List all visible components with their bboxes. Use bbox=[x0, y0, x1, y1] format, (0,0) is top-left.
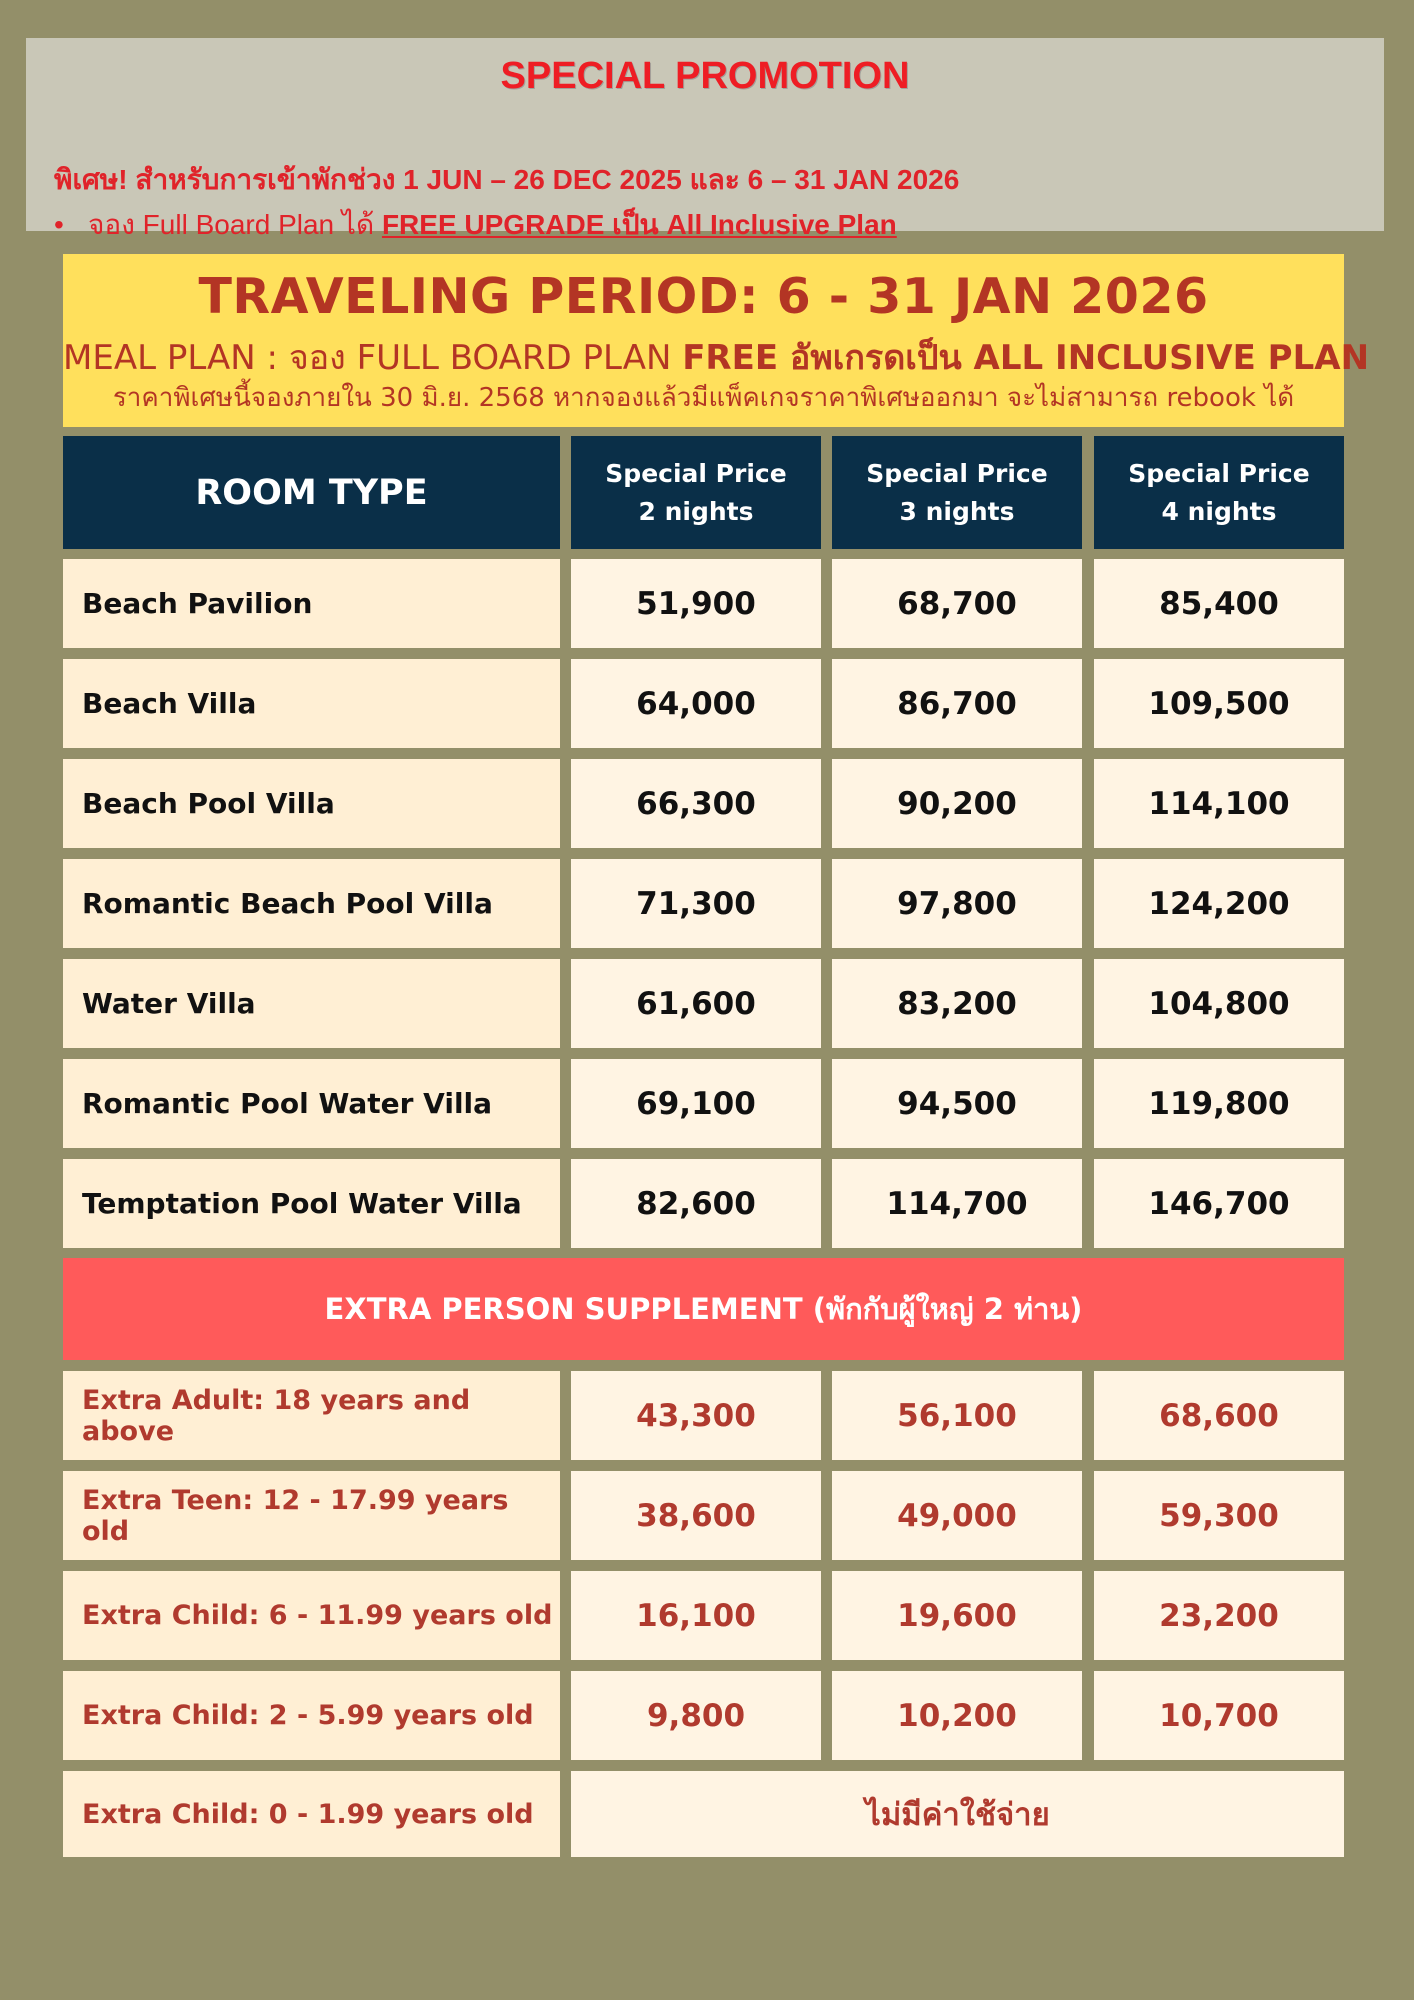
extra-infant-name: Extra Child: 0 - 1.99 years old bbox=[63, 1771, 560, 1857]
room-row-price-4-nights: 114,100 bbox=[1094, 759, 1344, 848]
room-row-price-4-nights: 146,700 bbox=[1094, 1159, 1344, 1248]
extra-row-name: Extra Child: 2 - 5.99 years old bbox=[63, 1671, 560, 1760]
extra-infant-free: ไม่มีค่าใช้จ่าย bbox=[571, 1771, 1344, 1857]
promotion-bullet-highlight: FREE UPGRADE เป็น All Inclusive Plan bbox=[381, 209, 897, 240]
period-title: TRAVELING PERIOD: 6 - 31 JAN 2026 bbox=[198, 268, 1209, 325]
room-row-price-3-nights: 114,700 bbox=[832, 1159, 1082, 1248]
room-row-name: Romantic Beach Pool Villa bbox=[63, 859, 560, 948]
meal-plan-bold: FREE อัพเกรดเป็น ALL INCLUSIVE PLAN bbox=[682, 338, 1370, 378]
extra-row-name: Extra Child: 6 - 11.99 years old bbox=[63, 1571, 560, 1660]
bullet-icon: • bbox=[54, 209, 64, 240]
extra-row-price-4-nights: 23,200 bbox=[1094, 1571, 1344, 1660]
header-nights-label: 4 nights bbox=[1161, 496, 1277, 526]
room-row-name: Beach Pool Villa bbox=[63, 759, 560, 848]
header-nights-label: 3 nights bbox=[899, 496, 1015, 526]
room-row-price-4-nights: 119,800 bbox=[1094, 1059, 1344, 1148]
extra-row-price-3-nights: 19,600 bbox=[832, 1571, 1082, 1660]
room-row-price-3-nights: 94,500 bbox=[832, 1059, 1082, 1148]
promotion-box bbox=[26, 38, 1384, 240]
extra-row-price-2-nights: 16,100 bbox=[571, 1571, 821, 1660]
promotion-dates: พิเศษ! สำหรับการเข้าพักช่วง 1 JUN – 26 DEC 2025 และ 6 – 31 JAN 2026 bbox=[54, 164, 960, 195]
promotion-title: SPECIAL PROMOTION bbox=[500, 55, 910, 97]
room-row-price-4-nights: 85,400 bbox=[1094, 559, 1344, 648]
room-row-price-4-nights: 104,800 bbox=[1094, 959, 1344, 1048]
traveling-period-box bbox=[63, 254, 1370, 427]
extra-row-name: Extra Teen: 12 - 17.99 years old bbox=[63, 1471, 560, 1560]
room-row-price-2-nights: 51,900 bbox=[571, 559, 821, 648]
room-row-price-2-nights: 71,300 bbox=[571, 859, 821, 948]
extra-row-price-4-nights: 10,700 bbox=[1094, 1671, 1344, 1760]
header-price-label: Special Price bbox=[605, 458, 787, 488]
room-row-price-2-nights: 69,100 bbox=[571, 1059, 821, 1148]
room-row-name: Romantic Pool Water Villa bbox=[63, 1059, 560, 1148]
extra-row-price-3-nights: 49,000 bbox=[832, 1471, 1082, 1560]
extra-row-price-2-nights: 43,300 bbox=[571, 1371, 821, 1460]
room-row-price-2-nights: 61,600 bbox=[571, 959, 821, 1048]
extra-person-banner: EXTRA PERSON SUPPLEMENT (พักกับผู้ใหญ่ 2 ท่าน) bbox=[63, 1258, 1344, 1360]
room-row-name: Beach Villa bbox=[63, 659, 560, 748]
room-row-name: Temptation Pool Water Villa bbox=[63, 1159, 560, 1248]
room-row-name: Beach Pavilion bbox=[63, 559, 560, 648]
promotion-bullet-prefix: จอง Full Board Plan ได้ bbox=[88, 209, 382, 240]
extra-row-price-4-nights: 59,300 bbox=[1094, 1471, 1344, 1560]
room-row-price-2-nights: 66,300 bbox=[571, 759, 821, 848]
room-row-price-3-nights: 68,700 bbox=[832, 559, 1082, 648]
extra-row-price-2-nights: 9,800 bbox=[571, 1671, 821, 1760]
promotion-bullet bbox=[54, 203, 897, 247]
header-price-label: Special Price bbox=[1128, 458, 1310, 488]
header-price-3-nights bbox=[832, 436, 1082, 549]
room-row-price-3-nights: 90,200 bbox=[832, 759, 1082, 848]
room-row-price-4-nights: 109,500 bbox=[1094, 659, 1344, 748]
header-price-label: Special Price bbox=[866, 458, 1048, 488]
room-row-price-4-nights: 124,200 bbox=[1094, 859, 1344, 948]
extra-row-price-2-nights: 38,600 bbox=[571, 1471, 821, 1560]
booking-note: ราคาพิเศษนี้จองภายใน 30 มิ.ย. 2568 หากจองแล้วมีแพ็คเกจราคาพิเศษออกมา จะไม่สามารถ rebook ได้ bbox=[112, 383, 1295, 413]
room-row-price-2-nights: 64,000 bbox=[571, 659, 821, 748]
header-room-type: ROOM TYPE bbox=[63, 436, 560, 549]
extra-row-price-4-nights: 68,600 bbox=[1094, 1371, 1344, 1460]
room-row-name: Water Villa bbox=[63, 959, 560, 1048]
extra-row-name: Extra Adult: 18 years and above bbox=[63, 1371, 560, 1460]
header-nights-label: 2 nights bbox=[638, 496, 754, 526]
meal-plan-prefix: MEAL PLAN : จอง FULL BOARD PLAN bbox=[63, 338, 683, 378]
room-row-price-3-nights: 86,700 bbox=[832, 659, 1082, 748]
room-row-price-2-nights: 82,600 bbox=[571, 1159, 821, 1248]
extra-row-price-3-nights: 10,200 bbox=[832, 1671, 1082, 1760]
room-row-price-3-nights: 83,200 bbox=[832, 959, 1082, 1048]
extra-row-price-3-nights: 56,100 bbox=[832, 1371, 1082, 1460]
header-price-4-nights bbox=[1094, 436, 1344, 549]
room-row-price-3-nights: 97,800 bbox=[832, 859, 1082, 948]
header-price-2-nights bbox=[571, 436, 821, 549]
meal-plan bbox=[63, 330, 1370, 384]
